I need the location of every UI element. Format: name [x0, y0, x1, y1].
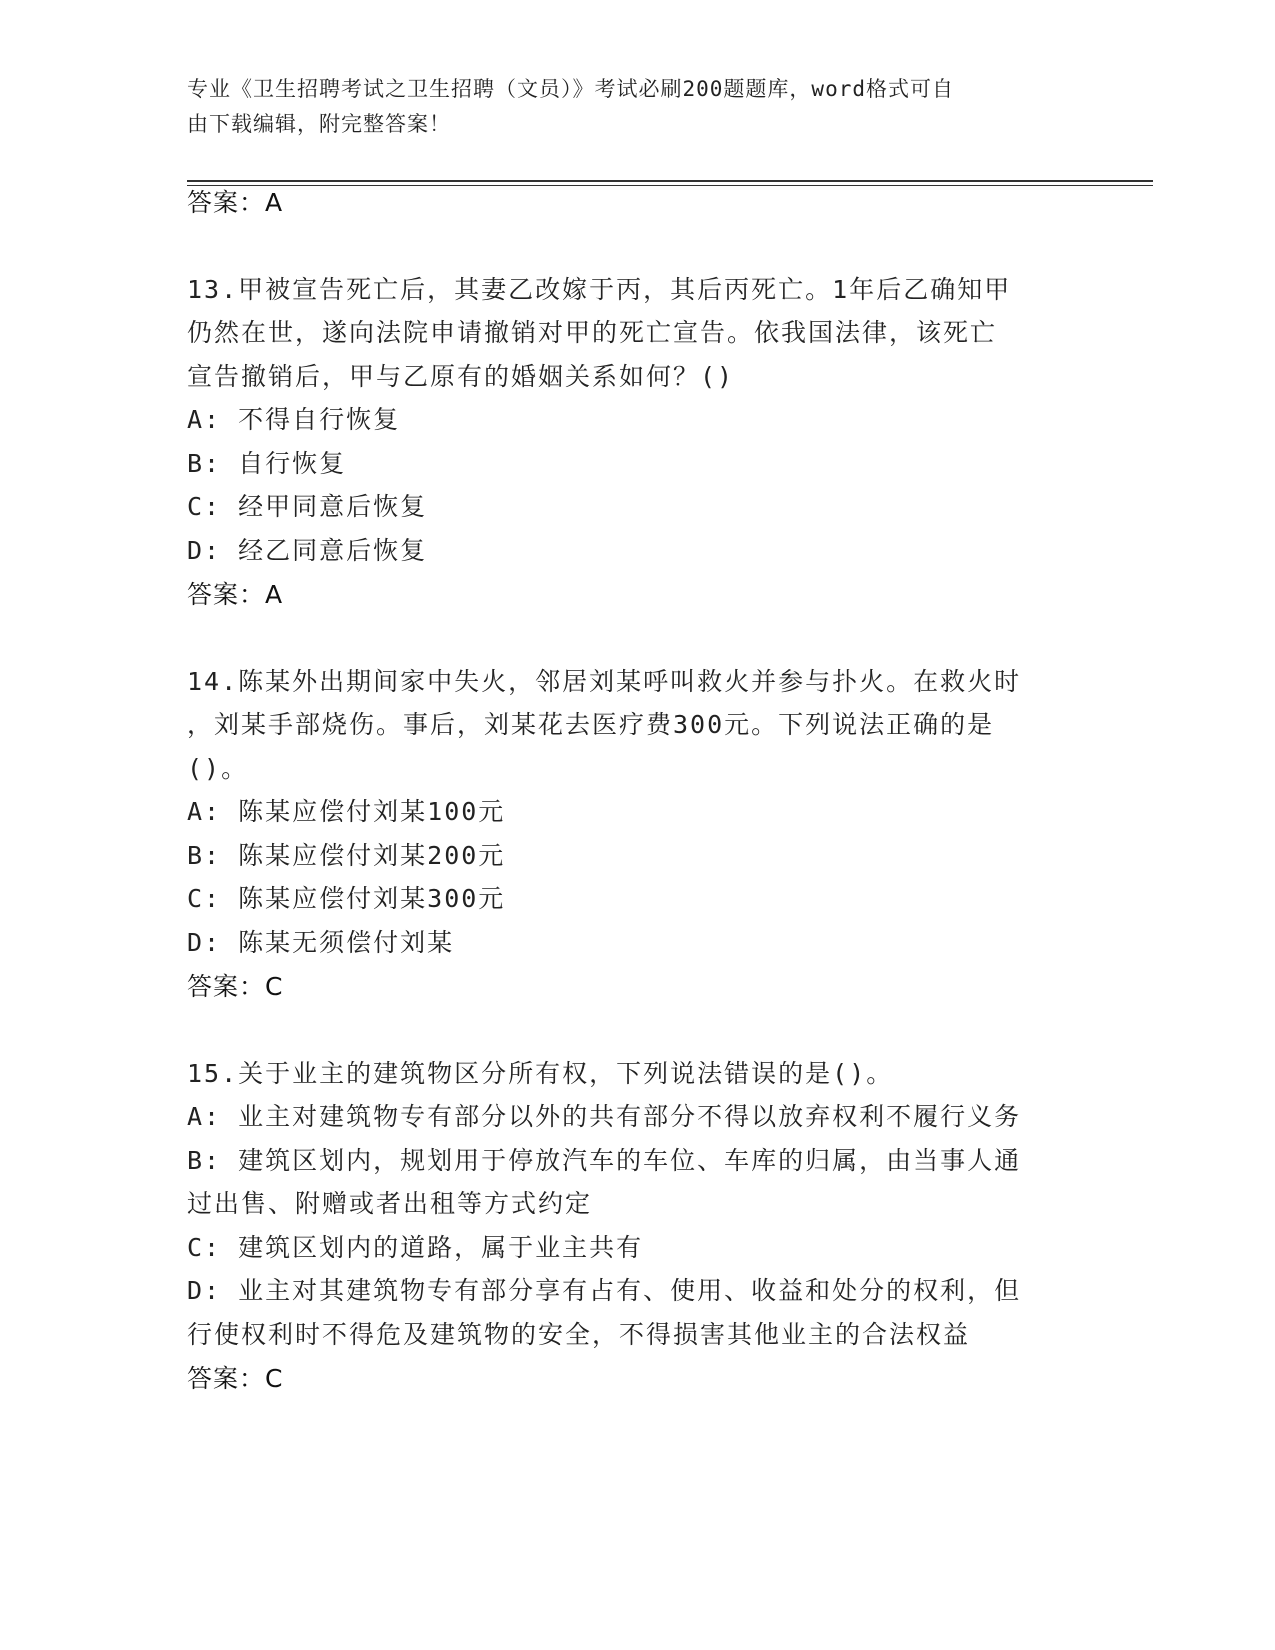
- q15-answer: 答案：C: [187, 1364, 284, 1393]
- q14-option-b: B: 陈某应偿付刘某200元: [187, 841, 506, 870]
- q15-option-d-line-1: D: 业主对其建筑物专有部分享有占有、使用、收益和处分的权利，但: [187, 1276, 1022, 1305]
- q15-option-d-line-2: 行使权利时不得危及建筑物的安全，不得损害其他业主的合法权益: [187, 1320, 971, 1349]
- q14-option-c: C: 陈某应偿付刘某300元: [187, 884, 506, 913]
- q14-answer: 答案：C: [187, 972, 284, 1001]
- document-header: [187, 72, 1067, 142]
- q14-text-line-3: ()。: [187, 754, 249, 783]
- q13-answer: 答案：A: [187, 580, 284, 609]
- header-line-2: 由下载编辑，附完整答案！: [187, 112, 451, 136]
- q15-option-b-line-1: B: 建筑区划内，规划用于停放汽车的车位、车库的归属，由当事人通: [187, 1146, 1022, 1175]
- header-line-1: 专业《卫生招聘考试之卫生招聘（文员）》考试必刷200题题库，word格式可自: [187, 77, 954, 101]
- q15-option-b-line-2: 过出售、附赠或者出租等方式约定: [187, 1189, 593, 1218]
- header-divider-thick: [187, 180, 1153, 182]
- q13-text-line-2: 仍然在世，遂向法院申请撤销对甲的死亡宣告。依我国法律，该死亡: [187, 318, 998, 347]
- q13-option-d: D: 经乙同意后恢复: [187, 536, 428, 565]
- q14-option-a: A: 陈某应偿付刘某100元: [187, 797, 506, 826]
- q15-option-a: A: 业主对建筑物专有部分以外的共有部分不得以放弃权利不履行义务: [187, 1102, 1022, 1131]
- q14-text-line-2: ，刘某手部烧伤。事后，刘某花去医疗费300元。下列说法正确的是: [187, 710, 995, 739]
- q13-text-line-3: 宣告撤销后，甲与乙原有的婚姻关系如何？(): [187, 362, 735, 391]
- q15-option-c: C: 建筑区划内的道路，属于业主共有: [187, 1233, 644, 1262]
- q15-text-line-1: 15.关于业主的建筑物区分所有权，下列说法错误的是()。: [187, 1059, 894, 1088]
- previous-answer: 答案：A: [187, 188, 284, 217]
- q13-text-line-1: 13.甲被宣告死亡后，其妻乙改嫁于丙，其后丙死亡。1年后乙确知甲: [187, 275, 1012, 304]
- q13-option-c: C: 经甲同意后恢复: [187, 492, 428, 521]
- q14-text-line-1: 14.陈某外出期间家中失火，邻居刘某呼叫救火并参与扑火。在救火时: [187, 667, 1022, 696]
- header-divider-thin: [187, 185, 1153, 186]
- q14-option-d: D: 陈某无须偿付刘某: [187, 928, 455, 957]
- q13-option-a: A: 不得自行恢复: [187, 405, 401, 434]
- q13-option-b: B: 自行恢复: [187, 449, 347, 478]
